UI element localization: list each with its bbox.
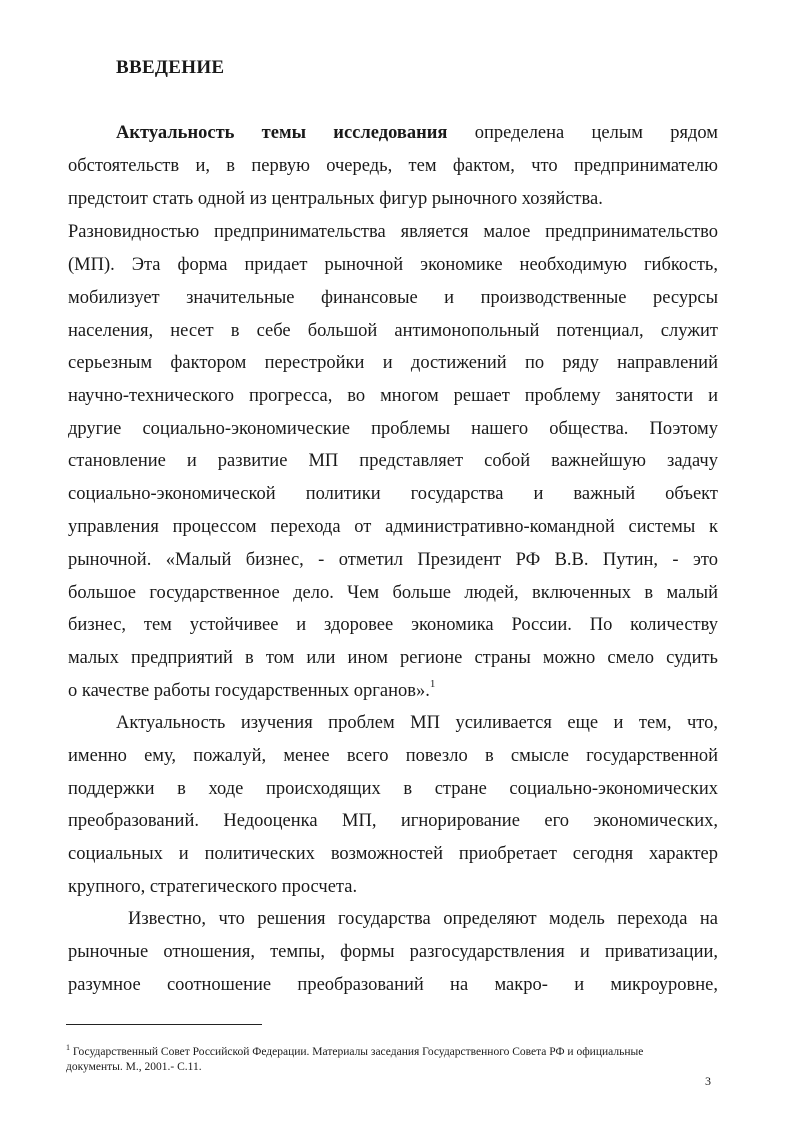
- paragraph-1-lead-bold: Актуальность темы исследования: [116, 123, 448, 143]
- paragraph-1-line-8: серьезным фактором перестройки и достижений по ряду направлений: [68, 353, 718, 373]
- paragraph-1-line-2: обстоятельств и, в первую очередь, тем фактом, что предпринимателю: [68, 156, 718, 176]
- paragraph-1-line-5: (МП). Эта форма придает рыночной экономике необходимую гибкость,: [68, 255, 718, 275]
- paragraph-1-line-15: большое государственное дело. Чем больше людей, включенных в малый: [68, 583, 718, 603]
- paragraph-2-line-1: Актуальность изучения проблем МП усиливается еще и тем, что,: [116, 713, 718, 733]
- paragraph-1-line-9: научно-технического прогресса, во многом решает проблему занятости и: [68, 386, 718, 406]
- paragraph-1-line-14: рыночной. «Малый бизнес, - отметил Президент РФ В.В. Путин, - это: [68, 550, 718, 570]
- paragraph-1-line-18: [68, 678, 718, 704]
- paragraph-1-line-4: Разновидностью предпринимательства является малое предпринимательство: [68, 222, 718, 242]
- paragraph-1-line-13: управления процессом перехода от административно-командной системы к: [68, 517, 718, 537]
- paragraph-1-line-16: бизнес, тем устойчивее и здоровее экономика России. По количеству: [68, 615, 718, 635]
- paragraph-2-line-4: преобразований. Недооценка МП, игнорирование его экономических,: [68, 811, 718, 831]
- paragraph-3-line-2: рыночные отношения, темпы, формы разгосударствления и приватизации,: [68, 942, 718, 962]
- paragraph-2-line-3: поддержки в ходе происходящих в стране социально-экономических: [68, 779, 718, 799]
- paragraph-1-line-1-text: определена целым рядом: [474, 123, 718, 143]
- paragraph-1-line-7: населения, несет в себе большой антимонопольный потенциал, служит: [68, 321, 718, 341]
- paragraph-1-line-3: предстоит стать одной из центральных фигур рыночного хозяйства.: [68, 189, 603, 209]
- paragraph-1-line-17: малых предприятий в том или ином регионе страны можно смело судить: [68, 648, 718, 668]
- footnote-number: 1: [66, 1043, 70, 1052]
- footnote-line-1: [66, 1045, 706, 1060]
- footnote-reference[interactable]: 1: [429, 678, 436, 690]
- paragraph-1-line-10: другие социально-экономические проблемы нашего общества. Поэтому: [68, 419, 718, 439]
- footnote-divider: [66, 1024, 262, 1025]
- page-number: 3: [705, 1074, 711, 1088]
- paragraph-3-line-3: разумное соотношение преобразований на макро- и микроуровне,: [68, 975, 718, 995]
- paragraph-1-line-6: мобилизует значительные финансовые и производственные ресурсы: [68, 288, 718, 308]
- paragraph-1-line-1: [116, 120, 718, 146]
- paragraph-3-line-1: Известно, что решения государства определяют модель перехода на: [128, 909, 718, 929]
- paragraph-2-line-6: крупного, стратегического просчета.: [68, 877, 358, 897]
- footnote-line-2: документы. М., 2001.- С.11.: [66, 1061, 202, 1073]
- paragraph-1-line-12: социально-экономической политики государства и важный объект: [68, 484, 718, 504]
- paragraph-1-line-11: становление и развитие МП представляет собой важнейшую задачу: [68, 451, 718, 471]
- paragraph-1-line-18-text: о качестве работы государственных органов».: [68, 681, 430, 701]
- paragraph-2-line-2: именно ему, пожалуй, менее всего повезло в смысле государственной: [68, 746, 718, 766]
- section-heading: ВВЕДЕНИЕ: [116, 57, 225, 78]
- paragraph-2-line-5: социальных и политических возможностей приобретает сегодня характер: [68, 844, 718, 864]
- footnote-text-1: Государственный Совет Российской Федерации. Материалы заседания Государственного Совета РФ и официальные: [72, 1046, 644, 1058]
